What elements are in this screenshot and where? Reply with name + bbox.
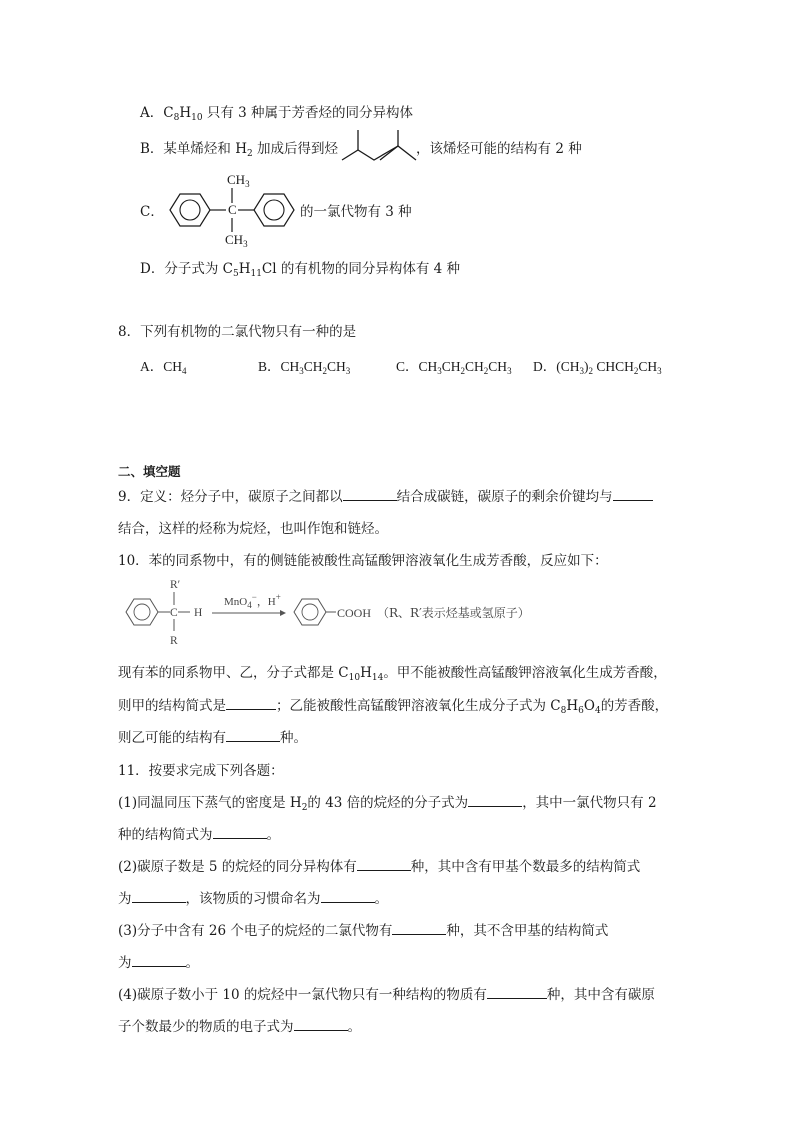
q10-blank-1[interactable] — [226, 697, 276, 710]
q11-blank-3[interactable] — [357, 858, 411, 871]
q11-blank-4[interactable] — [132, 890, 186, 903]
q11-sub3-line-1: (3)分子中含有 26 个电子的烷烃的二氯代物有 种，其不含甲基的结构简式 — [118, 923, 609, 939]
q11-blank-9[interactable] — [294, 1018, 348, 1031]
q10-blank-2[interactable] — [226, 729, 280, 742]
q11-blank-7[interactable] — [132, 954, 186, 967]
q9-blank-2[interactable] — [613, 488, 653, 501]
rxn-central-carbon: C — [170, 607, 178, 619]
q8-option-b: B．$CH_3CH_2CH_3$ — [258, 359, 351, 376]
q7-option-c-text: 的一氯代物有 3 种 — [300, 204, 412, 220]
rxn-hydrogen: H — [194, 607, 203, 619]
q9-line-1: 9．定义：烃分子中，碳原子之间都以 结合成碳链，碳原子的剩余价键均与 — [118, 488, 653, 506]
rxn-conditions: MnO$_4$−，H+ — [224, 592, 281, 610]
q7-option-c-label: C． — [140, 204, 164, 220]
q8-stem: 8．下列有机物的二氯代物只有一种的是 — [118, 324, 357, 340]
ch3-top-label: $CH_3$ — [227, 172, 250, 189]
q9-line-2: 结合，这样的烃称为烷烃，也叫作饱和链烃。 — [118, 521, 388, 537]
rxn-r: R — [170, 635, 178, 647]
q11-stem: 11．按要求完成下列各题： — [118, 763, 284, 779]
q11-sub1-line-1: (1)同温同压下蒸气的密度是 $H_2$的 43 倍的烷烃的分子式为 ，其中一氯代物只有 2 — [118, 795, 657, 813]
q7-option-d: D．分子式为 $C_5H_{11}Cl$ 的有机物的同分异构体有 4 种 — [140, 261, 461, 279]
q11-sub2-line-1: (2)碳原子数是 5 的烷烃的同分异构体有 种，其中含有甲基个数最多的结构简式 — [118, 859, 641, 875]
q11-sub2-line-2: 为 ，该物质的习惯命名为 。 — [118, 891, 388, 907]
q10-line-2: 则甲的结构简式是 ；乙能被酸性高锰酸钾溶液氧化生成分子式为 $C_8H_6O_4$的芳香酸， — [118, 698, 669, 716]
rxn-product-cooh: COOH — [337, 606, 372, 620]
q8-option-c: C．$CH_3CH_2CH_2CH_3$ — [396, 359, 512, 376]
q11-sub3-line-2: 为 。 — [118, 955, 199, 971]
q7-option-b: B．某单烯烃和 $H_2$ 加成后得到烃 ，该烯烃可能的结构有 2 种 — [140, 141, 582, 159]
skeletal-alkane-structure — [340, 128, 420, 164]
rxn-r-prime: R′ — [170, 579, 181, 591]
rxn-note: （R、R′表示烃基或氢原子） — [377, 606, 530, 620]
q11-blank-1[interactable] — [468, 794, 522, 807]
q9-blank-1[interactable] — [343, 488, 397, 501]
ch3-bottom-label: $CH_3$ — [225, 232, 248, 249]
q11-blank-5[interactable] — [321, 890, 375, 903]
q11-sub4-line-1: (4)碳原子数小于 10 的烷烃中一氯代物只有一种结构的物质有 种，其中含有碳原 — [118, 987, 655, 1003]
q11-sub1-line-2: 种的结构简式为 。 — [118, 827, 280, 843]
q11-blank-6[interactable] — [392, 922, 446, 935]
q8-option-d: D．$(CH_3)_2$ $CHCH_2CH_3$ — [533, 359, 662, 376]
q10-stem: 10．苯的同系物中，有的侧链能被酸性高锰酸钾溶液氧化生成芳香酸，反应如下： — [118, 553, 608, 569]
center-carbon-label: C — [228, 202, 237, 217]
section-title: 二、填空题 — [118, 464, 181, 479]
q10-line-3: 则乙可能的结构有 种。 — [118, 730, 307, 746]
q11-blank-2[interactable] — [213, 826, 267, 839]
q11-blank-8[interactable] — [487, 986, 547, 999]
q7-option-a: A．$C_8H_{10}$ 只有 3 种属于芳香烃的同分异构体 — [140, 105, 414, 123]
q11-sub4-line-2: 子个数最少的物质的电子式为 。 — [118, 1019, 361, 1035]
q8-option-a: A．$CH_4$ — [140, 359, 187, 376]
q10-line-1: 现有苯的同系物甲、乙，分子式都是 $C_{10}H_{14}$。甲不能被酸性高锰酸钾溶液氧化生成芳香酸， — [118, 665, 667, 683]
